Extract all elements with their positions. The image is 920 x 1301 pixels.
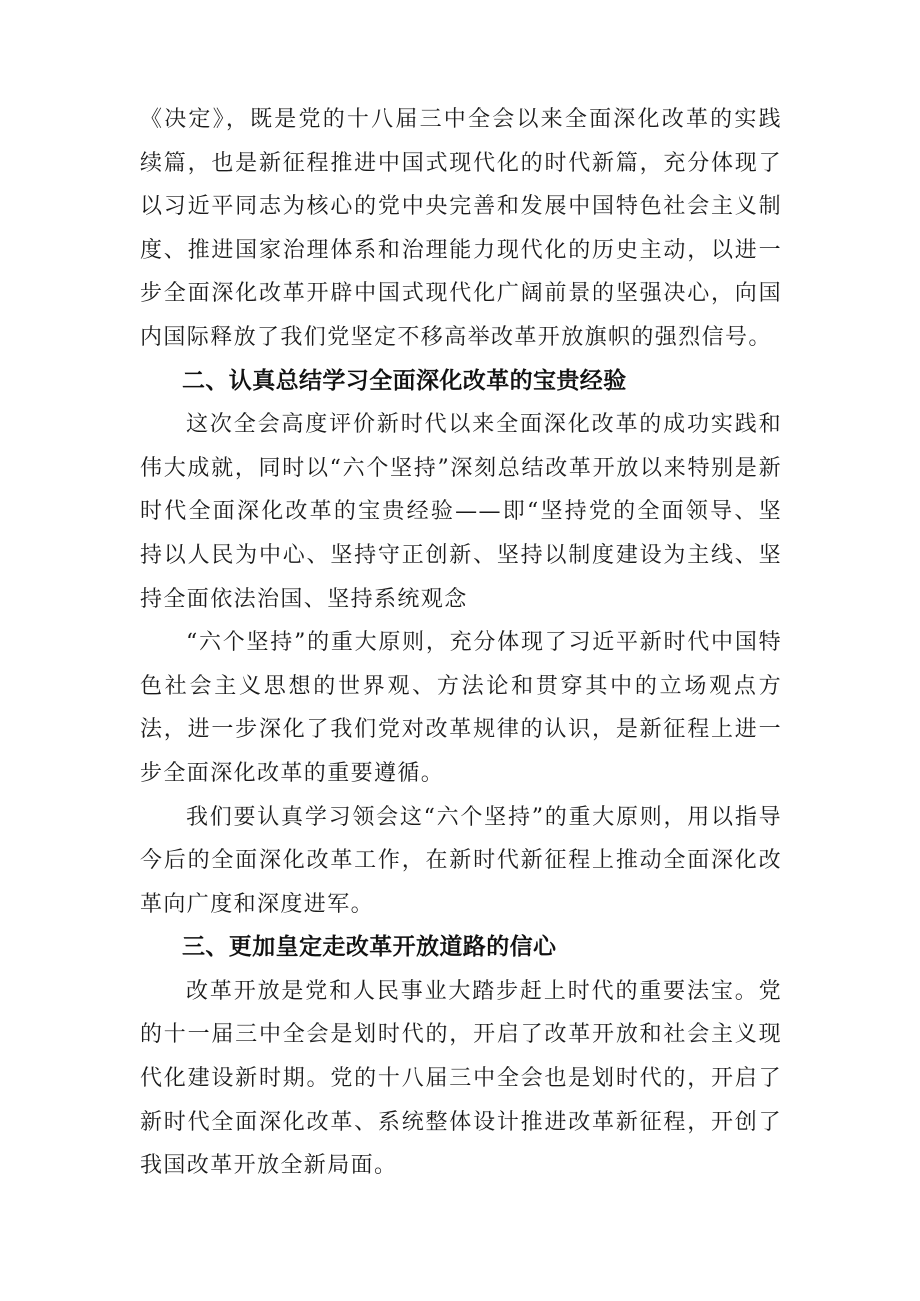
section-2-paragraph-2: “六个坚持”的重大原则，充分体现了习近平新时代中国特色社会主义思想的世界观、方法论和贯穿其中的立场观点方法，进一步深化了我们党对改革规律的认识，是新征程上进一步全面深化改革的重要遵循。 xyxy=(140,630,782,786)
section-2-heading: 二、认真总结学习全面深化改革的宝贵经验 xyxy=(182,367,627,394)
section-3-paragraph-1: 改革开放是党和人民事业大踏步赶上时代的重要法宝。党的十一届三中全会是划时代的，开启了改革开放和社会主义现代化建设新时期。党的十八届三中全会也是划时代的，开启了新时代全面深化改革、系统整体设计推进改革新征程，开创了我国改革开放全新局面。 xyxy=(140,978,782,1179)
document-body xyxy=(140,98,782,1188)
section-2-paragraph-1: 这次全会高度评价新时代以来全面深化改革的成功实践和伟大成就，同时以“六个坚持”深刻总结改革开放以来特别是新时代全面深化改革的宝贵经验——即“坚持党的全面领导、坚持以人民为中心、坚持守正创新、坚持以制度建设为主线、坚持全面依法治国、坚持系统观念 xyxy=(140,412,782,612)
section-3-heading: 三、更加皇定走改革开放道路的信心 xyxy=(182,934,557,961)
intro-paragraph: 《决定》，既是党的十八届三中全会以来全面深化改革的实践续篇，也是新征程推进中国式现代化的时代新篇，充分体现了以习近平同志为核心的党中央完善和发展中国特色社会主义制度、推进国家治理体系和治理能力现代化的历史主动，以进一步全面深化改革开辟中国式现代化广阔前景的坚强决心，向国内国际释放了我们党坚定不移高举改革开放旗帜的强烈信号。 xyxy=(140,107,782,350)
section-2-paragraph-3: 我们要认真学习领会这“六个坚持”的重大原则，用以指导今后的全面深化改革工作，在新时代新征程上推动全面深化改革向广度和深度进军。 xyxy=(140,804,782,917)
